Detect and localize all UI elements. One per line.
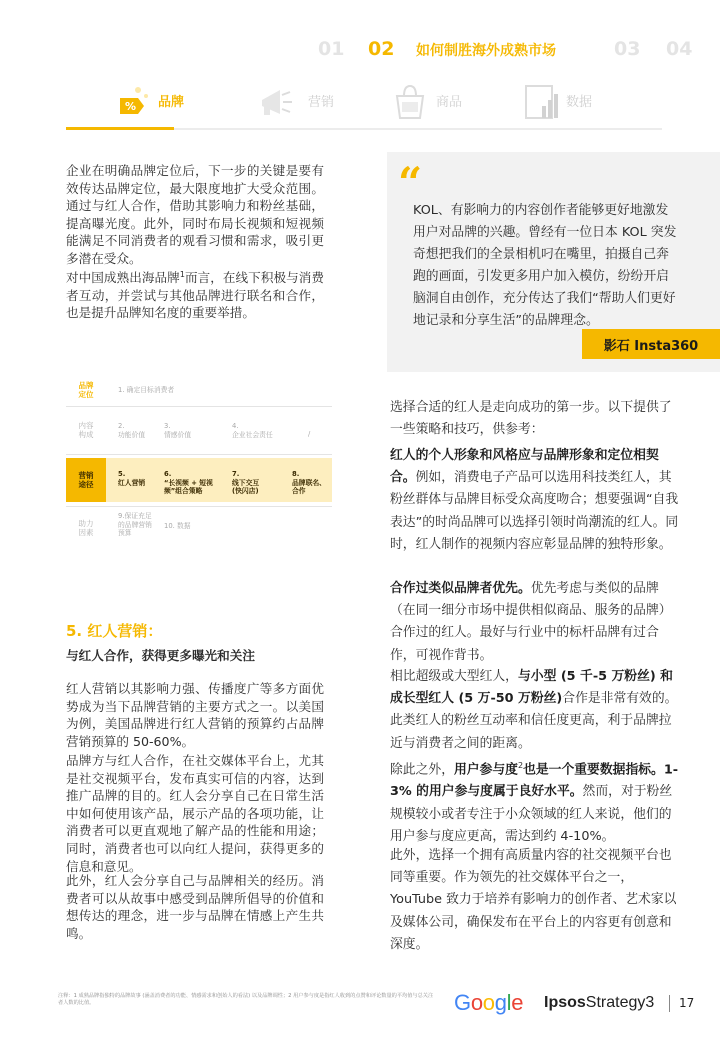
framework-cell: 1. 确定目标消费者 [118, 386, 175, 394]
google-logo: Google [454, 990, 524, 1015]
framework-cell: 2. 功能价值 [118, 422, 146, 439]
framework-row-positioning [66, 376, 332, 404]
framework-cell: 6. “长视频 + 短视频”组合策略 [164, 470, 213, 496]
footnote: 注释：1 成熟品牌指独特的品牌故事 (涵盖消费者的功能、情感需求和创始人的看法) 以及品牌调性；2 用户参与度是指红人收到的点赞和评论数量的平均值与总关注者人数的比值。 [58, 993, 434, 1006]
left-paragraph-2: 对中国成熟出海品牌$^1$而言，在线下积极与消费者互动，并尝试与其他品牌进行联名和合作，也是提升品牌知名度的重要举措。 [66, 270, 325, 321]
chapter-02[interactable]: 02 [368, 38, 395, 60]
left-paragraph-4: 品牌方与红人合作，在社交媒体平台上，尤其是社交视频平台，发布真实可信的内容，达到推广品牌的目的。红人会分享自己在日常生活中如何使用该产品，展示产品的各项功能，让消费者可以更直观地了解产品的性能和用途；同时，消费者也可以向红人提问，获得更多的信息和意见。 [66, 753, 324, 874]
right-paragraph-5: 除此之外，用户参与度$^2$也是一个重要数据指标。1-3% 的用户参与度属于良好水平。然而，对于粉丝规模较小或者专注于小众领域的红人来说，他们的用户参与度应更高，需达到约 4-10%。 [390, 761, 679, 844]
megaphone-icon [256, 80, 298, 122]
section-subtitle: 与红人合作，获得更多曝光和关注 [66, 648, 255, 663]
svg-text:%: % [125, 100, 137, 113]
framework-cell: 7. 线下交互 (快闪店) [232, 470, 260, 496]
right-paragraph-3: 合作过类似品牌者优先。优先考虑与类似的品牌（在同一细分市场中提供相似商品、服务的品牌）合作过的红人。最好与行业中的标杆品牌有过合作，可视作背书。 [390, 581, 672, 663]
section-title: 5. 红人营销： [66, 622, 163, 640]
active-tab-underline [66, 127, 174, 130]
framework-cell: 3. 情感价值 [164, 422, 192, 439]
tab-marketing-label: 营销 [308, 95, 335, 110]
framework-head-drivers: 助力 因素 [78, 518, 94, 537]
tab-data[interactable] [522, 76, 612, 128]
quote-mark-icon: “ [398, 158, 423, 207]
framework-head-positioning: 品牌 定位 [78, 380, 94, 399]
framework-cell: 9.保证充足的品牌营销预算 [118, 512, 152, 538]
tab-products-label: 商品 [436, 95, 463, 110]
chapter-title: 如何制胜海外成熟市场 [416, 43, 556, 59]
framework-row-content [66, 408, 332, 452]
right-paragraph-1: 选择合适的红人是走向成功的第一步。以下提供了一些策略和技巧，供参考： [390, 400, 672, 438]
right-paragraph-4: 相比超级或大型红人，与小型 (5 千-5 万粉丝) 和成长型红人 (5 万-50 万粉丝)合作是非常有效的。此类红人的粉丝互动率和信任度更高，利于品牌拉近与消费者之间的距离。 [390, 669, 678, 751]
framework-cell: 8. 品牌联名、合作 [292, 470, 326, 496]
tab-brand-label: 品牌 [158, 95, 185, 110]
framework-cell: 5. 红人营销 [118, 470, 146, 487]
ipsos-strategy3-logo: IpsosStrategy3 [544, 994, 655, 1011]
shopping-bag-icon [390, 80, 432, 122]
section-tabs [66, 76, 662, 132]
framework-row-channels [66, 458, 332, 502]
framework-row-drivers [66, 508, 332, 552]
tab-marketing[interactable] [256, 76, 346, 128]
page-number: 17 [679, 996, 695, 1010]
tab-brand[interactable] [116, 76, 206, 128]
chapter-01[interactable]: 01 [318, 38, 345, 60]
tab-data-label: 数据 [566, 95, 593, 110]
right-paragraph-2: 红人的个人形象和风格应与品牌形象和定位相契合。例如，消费电子产品可以选用科技类红人，其粉丝群体与品牌目标受众高度吻合；想要强调“自我表达”的时尚品牌可以选择引领时尚潮流的红人。同时，红人制作的视频内容应彰显品牌的独特形象。 [390, 448, 679, 552]
quote-source-badge: 影石 Insta360 [582, 329, 720, 359]
percent-tag-icon [116, 80, 158, 122]
framework-cell: 10. 数据 [164, 522, 191, 530]
framework-head-content: 内容 构成 [78, 420, 94, 439]
chapter-04[interactable]: 04 [666, 38, 693, 60]
chapter-03[interactable]: 03 [614, 38, 641, 60]
right-paragraph-6: 此外，选择一个拥有高质量内容的社交视频平台也同等重要。作为领先的社交媒体平台之一，YouTube 致力于培养有影响力的创作者、艺术家以及媒体公司，确保发布在平台上的内容更有创意和深度。 [390, 848, 677, 952]
brand-framework-table [66, 376, 332, 552]
chapter-nav [0, 38, 720, 62]
framework-cell: / [308, 430, 311, 438]
bar-chart-icon [522, 80, 564, 122]
quote-text: KOL、有影响力的内容创作者能够更好地激发用户对品牌的兴趣。曾经有一位日本 KOL 突发奇想把我们的全景相机叼在嘴里，拍摄自己奔跑的画面，引发更多用户加入模仿，纷纷开启脑洞自由创作，充分传达了我们“帮助人们更好地记录和分享生活”的品牌理念。 [413, 203, 677, 328]
framework-head-channels: 营销 途径 [66, 458, 106, 502]
left-paragraph-3: 红人营销以其影响力强、传播度广等多方面优势成为当下品牌营销的主要方式之一。以美国为例，美国品牌进行红人营销的预算约占品牌营销预算的 50-60%。 [66, 681, 324, 749]
page-number-separator [669, 995, 670, 1012]
framework-cell: 4. 企业社会责任 [232, 422, 273, 439]
left-paragraph-5: 此外，红人会分享自己与品牌相关的经历。消费者可以从故事中感受到品牌所倡导的价值和想传达的理念，进一步与品牌在情感上产生共鸣。 [66, 873, 324, 941]
left-paragraph-1: 企业在明确品牌定位后，下一步的关键是要有效传达品牌定位，最大限度地扩大受众范围。通过与红人合作，借助其影响力和粉丝基础，提高曝光度。此外，同时布局长视频和短视频能满足不同消费者的观看习惯和需求，吸引更多潜在受众。 [66, 163, 324, 266]
tab-products[interactable] [390, 76, 480, 128]
